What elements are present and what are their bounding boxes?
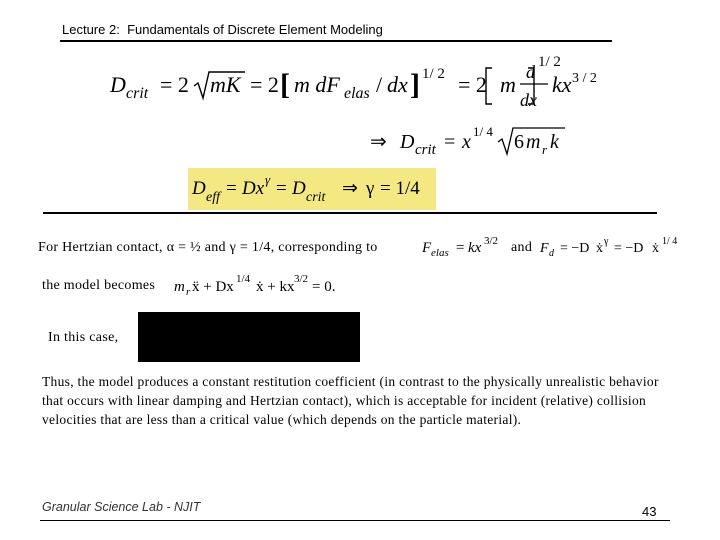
svg-text:D: D (110, 72, 126, 97)
svg-text:kx: kx (468, 240, 482, 256)
svg-text:= 2: = 2 (250, 72, 279, 97)
svg-text:eff: eff (206, 190, 220, 205)
lecture-title: Fundamentals of Discrete Element Modeling (127, 22, 383, 37)
svg-text:d: d (549, 248, 554, 259)
svg-text:=: = (226, 178, 237, 199)
hertz-alpha-text: α = ½ and γ = 1/4, corresponding to (166, 240, 378, 255)
svg-text:]: ] (410, 68, 420, 101)
hertz-intro: For Hertzian contact, (38, 240, 163, 255)
svg-text:1/ 4: 1/ 4 (473, 124, 493, 139)
page-number: 43 (642, 504, 657, 519)
and-word: and (511, 240, 533, 255)
footer-rule (40, 520, 670, 521)
d-crit-result-equation (370, 118, 570, 160)
svg-text:ẋ: ẋ (652, 241, 659, 256)
f-elas-equation (422, 232, 512, 260)
svg-text:1/ 2: 1/ 2 (538, 54, 561, 70)
svg-text:γ: γ (366, 178, 375, 199)
svg-text:mK: mK (210, 72, 241, 97)
svg-text:Dx: Dx (242, 178, 265, 199)
f-d-equation (538, 232, 688, 260)
svg-text:= 2: = 2 (458, 72, 487, 97)
svg-text:r: r (542, 142, 548, 157)
svg-text:m: m (526, 131, 541, 153)
svg-text:/: / (376, 72, 383, 97)
d-eff-condition-equation (190, 168, 438, 210)
svg-text:1/ 2: 1/ 2 (422, 66, 445, 82)
svg-text:D: D (400, 131, 415, 153)
svg-text:1/ 4: 1/ 4 (662, 236, 678, 247)
svg-text:ẋ + kx: ẋ + kx (256, 279, 295, 295)
svg-text:= 2: = 2 (160, 72, 189, 97)
svg-text:crit: crit (126, 85, 149, 102)
svg-text:= 0.: = 0. (312, 279, 336, 295)
svg-text:=: = (444, 131, 456, 153)
header-separator: : (116, 22, 120, 37)
svg-text:elas: elas (431, 247, 449, 259)
svg-text:elas: elas (344, 85, 370, 102)
svg-text:= 1/4: = 1/4 (380, 178, 420, 199)
svg-text:r: r (186, 286, 191, 298)
d-crit-expansion-equation (110, 50, 597, 115)
svg-text:⇒: ⇒ (342, 178, 358, 199)
svg-text:1/4: 1/4 (236, 273, 251, 285)
conclusion-paragraph: Thus, the model produces a constant restitution coefficient (in contrast to the physically unrealistic behavior that occurs with linear damping and Hertzian contact), which is acceptable for incident (relative) collision velocities that are less than a critical value (which depends on the particle material). (42, 374, 659, 427)
footer-lab (42, 500, 200, 514)
svg-text:⇒: ⇒ (370, 131, 387, 153)
institution-name: NJIT (174, 500, 201, 514)
svg-text:D: D (192, 178, 206, 199)
model-equation (174, 270, 354, 298)
svg-text:x: x (462, 131, 471, 153)
footer-dash: - (162, 500, 175, 514)
svg-text:m: m (174, 279, 185, 295)
redacted-box (138, 312, 360, 362)
slide-header (62, 22, 383, 37)
svg-text:F: F (422, 240, 432, 256)
svg-text:=: = (456, 240, 465, 256)
svg-text:3/2: 3/2 (484, 235, 499, 247)
svg-text:kx: kx (552, 72, 572, 97)
svg-text:m dF: m dF (294, 72, 340, 97)
in-this-case-text: In this case, (48, 330, 119, 345)
svg-text:ẍ + Dx: ẍ + Dx (192, 279, 234, 295)
svg-text:[: [ (280, 68, 290, 101)
svg-text:dx: dx (520, 90, 537, 110)
svg-text:= −D: = −D (614, 241, 644, 256)
svg-text:ẋ: ẋ (596, 241, 603, 256)
svg-text:F: F (540, 241, 549, 256)
svg-text:= −D: = −D (560, 241, 590, 256)
svg-text:d: d (526, 62, 535, 82)
svg-text:m: m (500, 72, 516, 97)
d-crit-bracket-close (520, 50, 570, 115)
model-becomes-text: the model becomes (42, 278, 156, 293)
section-rule (43, 212, 657, 214)
svg-text:dx: dx (387, 72, 408, 97)
svg-text:γ: γ (604, 236, 609, 247)
svg-text:=: = (276, 178, 287, 199)
hertz-line (38, 240, 378, 256)
svg-text:k: k (550, 131, 559, 153)
svg-text:3 / 2: 3 / 2 (572, 71, 597, 86)
svg-text:6: 6 (514, 131, 524, 153)
svg-text:crit: crit (415, 142, 436, 158)
svg-text:γ: γ (265, 172, 271, 187)
svg-text:D: D (292, 178, 306, 199)
header-rule (60, 40, 612, 42)
svg-text:3/2: 3/2 (294, 273, 309, 285)
lab-name: Granular Science Lab (42, 500, 163, 514)
svg-text:crit: crit (306, 190, 326, 205)
lecture-label: Lecture 2 (62, 22, 117, 37)
